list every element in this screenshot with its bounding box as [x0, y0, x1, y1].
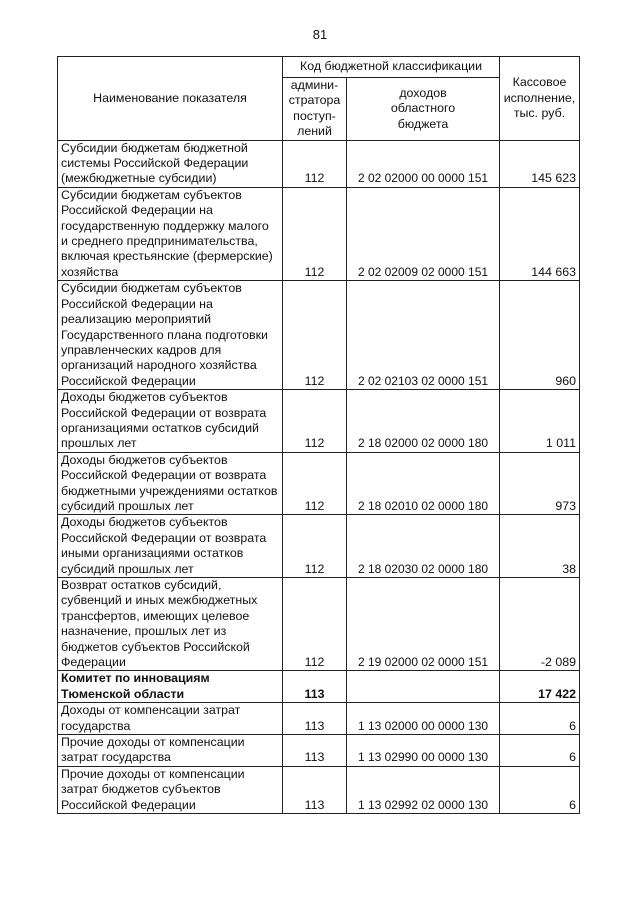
header-income-text: доходов областного бюджета — [390, 85, 456, 131]
row-amount: 17 422 — [500, 671, 580, 703]
table-row — [58, 515, 580, 578]
row-admin-code: 112 — [283, 578, 347, 671]
row-amount: 960 — [500, 281, 580, 390]
row-income-code — [347, 671, 500, 703]
row-income-code: 2 02 02000 00 0000 151 — [347, 140, 500, 187]
table-row — [58, 578, 580, 671]
row-amount: 144 663 — [500, 187, 580, 280]
row-admin-code: 112 — [283, 515, 347, 578]
table-header — [58, 57, 580, 141]
row-name: Субсидии бюджетам субъектов Российской Федерации на реализацию мероприятий Государственного плана подготовки управленческих кадров для организаций народного хозяйства Российской Федерации — [58, 281, 283, 390]
row-name: Субсидии бюджетам субъектов Российской Федерации на государственную поддержку малого и среднего предпринимательства, включая крестьянские (фермерские) хозяйства — [58, 187, 283, 280]
row-admin-code: 113 — [283, 671, 347, 703]
row-name: Доходы бюджетов субъектов Российской Федерации от возврата бюджетными учреждениями остатков субсидий прошлых лет — [58, 452, 283, 515]
row-name: Возврат остатков субсидий, субвенций и иных межбюджетных трансфертов, имеющих целевое назначение, прошлых лет из бюджетов субъектов Российской Федерации — [58, 578, 283, 671]
table-row — [58, 671, 580, 703]
table-row — [58, 735, 580, 767]
row-income-code: 2 02 02103 02 0000 151 — [347, 281, 500, 390]
row-amount: 1 011 — [500, 390, 580, 453]
row-admin-code: 113 — [283, 703, 347, 735]
row-admin-code: 113 — [283, 735, 347, 767]
row-income-code: 2 19 02000 02 0000 151 — [347, 578, 500, 671]
row-name: Субсидии бюджетам бюджетной системы Российской Федерации (межбюджетные субсидии) — [58, 140, 283, 187]
table-row — [58, 390, 580, 453]
header-amount — [500, 57, 580, 141]
page-number: 81 — [312, 27, 328, 42]
row-income-code: 2 18 02000 02 0000 180 — [347, 390, 500, 453]
row-name: Прочие доходы от компенсации затрат бюджетов субъектов Российской Федерации — [58, 766, 283, 813]
row-amount: -2 089 — [500, 578, 580, 671]
table-row — [58, 766, 580, 813]
row-admin-code: 112 — [283, 281, 347, 390]
row-name: Комитет по инновациям Тюменской области — [58, 671, 283, 703]
row-name: Доходы бюджетов субъектов Российской Федерации от возврата иными организациями остатков субсидий прошлых лет — [58, 515, 283, 578]
table-body — [58, 140, 580, 813]
row-name: Доходы от компенсации затрат государства — [58, 703, 283, 735]
table-row — [58, 703, 580, 735]
row-amount: 38 — [500, 515, 580, 578]
row-amount: 6 — [500, 735, 580, 767]
row-income-code: 2 02 02009 02 0000 151 — [347, 187, 500, 280]
table-row — [58, 187, 580, 280]
row-admin-code: 112 — [283, 390, 347, 453]
header-income — [347, 78, 500, 141]
row-name: Доходы бюджетов субъектов Российской Федерации от возврата организациями остатков субсидий прошлых лет — [58, 390, 283, 453]
row-admin-code: 113 — [283, 766, 347, 813]
table-row — [58, 140, 580, 187]
row-admin-code: 112 — [283, 187, 347, 280]
table-row — [58, 281, 580, 390]
row-amount: 973 — [500, 452, 580, 515]
row-admin-code: 112 — [283, 140, 347, 187]
table-row — [58, 452, 580, 515]
header-name: Наименование показателя — [58, 57, 283, 141]
row-income-code: 2 18 02010 02 0000 180 — [347, 452, 500, 515]
budget-table — [57, 56, 580, 814]
row-amount: 6 — [500, 703, 580, 735]
row-income-code: 1 13 02992 02 0000 130 — [347, 766, 500, 813]
row-income-code: 1 13 02990 00 0000 130 — [347, 735, 500, 767]
row-admin-code: 112 — [283, 452, 347, 515]
header-admin-text: админи- стратора поступ- лений — [288, 78, 341, 139]
header-amount-text: Кассовое исполнение, тыс. руб. — [503, 75, 576, 121]
header-admin — [283, 78, 347, 141]
row-amount: 6 — [500, 766, 580, 813]
row-name: Прочие доходы от компенсации затрат государства — [58, 735, 283, 767]
row-income-code: 1 13 02000 00 0000 130 — [347, 703, 500, 735]
header-budget-class: Код бюджетной классификации — [283, 57, 500, 78]
row-amount: 145 623 — [500, 140, 580, 187]
row-income-code: 2 18 02030 02 0000 180 — [347, 515, 500, 578]
